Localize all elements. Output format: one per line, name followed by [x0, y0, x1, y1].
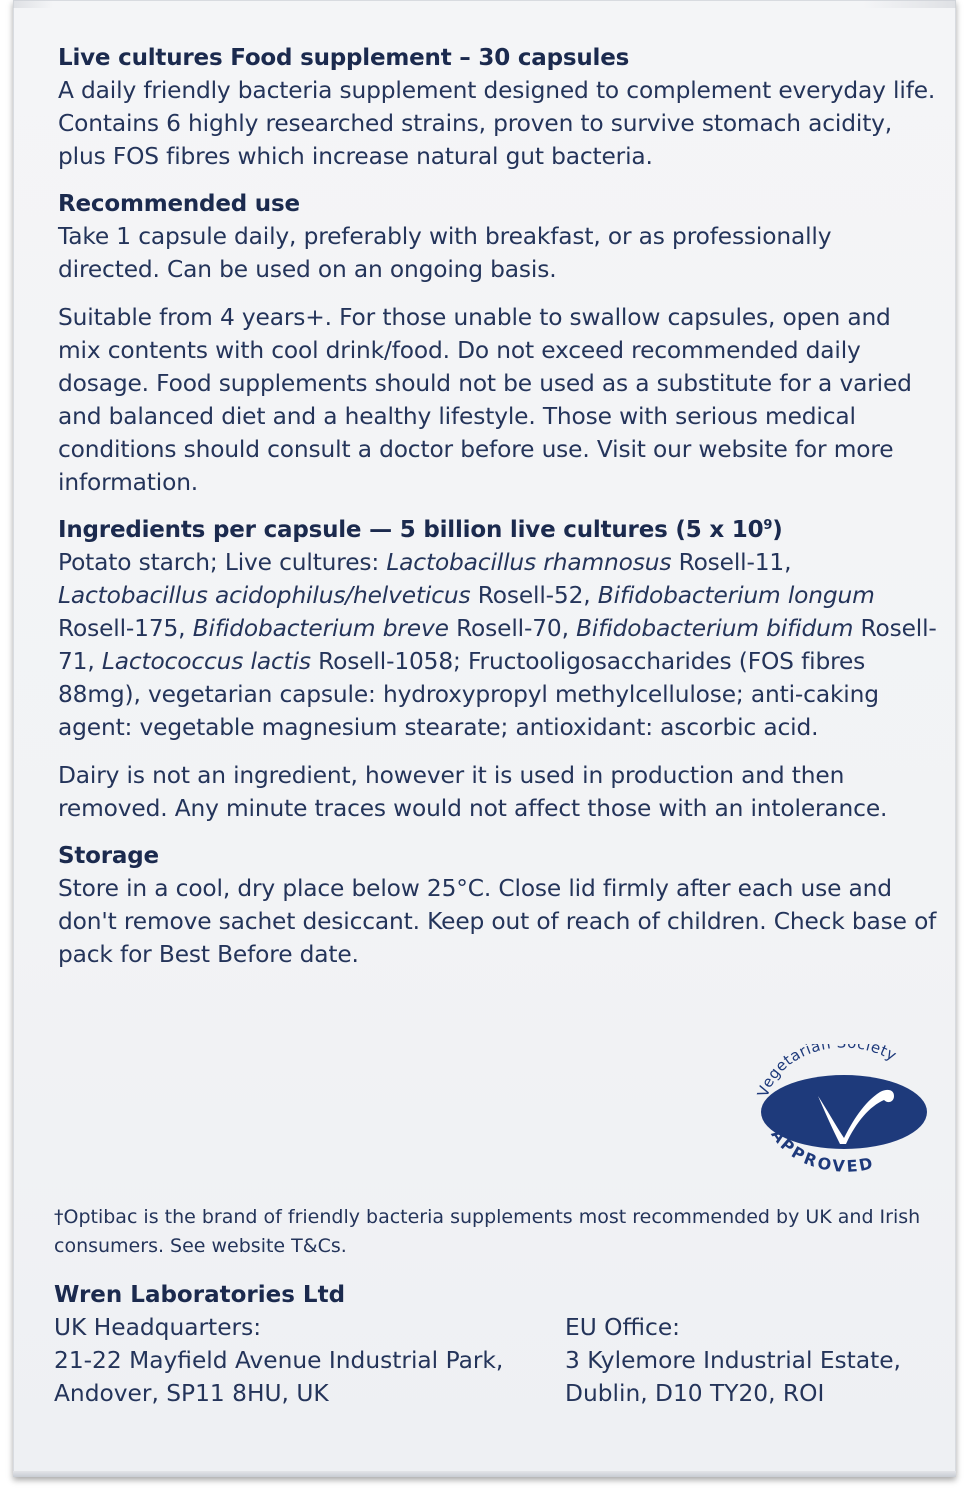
ingredients-text: Potato starch; Live cultures: [58, 549, 387, 576]
strain-name: Bifidobacterium breve [192, 615, 449, 642]
strain-name: Lactococcus lactis [101, 648, 311, 675]
company-info [54, 1279, 934, 1410]
package-back-panel [13, 0, 956, 1477]
strain-name: Lactobacillus rhamnosus [386, 549, 672, 576]
strain-code: Rosell-71, [58, 615, 937, 675]
ingredients-remainder: Rosell-1058; Fructooligosaccharides (FOS fibres 88mg), vegetarian capsule: hydroxypropyl methylcellulose; anti-caking agent: vegetable magnesium stearate; antioxidant: ascorbic acid. [58, 648, 879, 741]
recommended-use-text: Take 1 capsule daily, preferably with breakfast, or as professionally directed. Can be used on an ongoing basis. [58, 223, 832, 283]
recommended-use-heading: Recommended use [58, 191, 300, 217]
ingredients-heading-text: Ingredients per capsule — 5 billion live cultures (5 x 10 [58, 517, 764, 543]
strain-code: Rosell-175, [58, 615, 193, 642]
bottom-edge-shading [13, 1471, 956, 1477]
strain-name: Bifidobacterium bifidum [576, 615, 854, 642]
addresses [54, 1311, 934, 1410]
exponent: 9 [763, 518, 773, 533]
storage-heading: Storage [58, 843, 159, 869]
uk-line2: Andover, SP11 8HU, UK [54, 1380, 329, 1407]
recommended-use-section [58, 188, 938, 499]
uk-address [54, 1311, 565, 1410]
strain-name: Lactobacillus acidophilus/helveticus [58, 582, 471, 609]
logo-top-text: Vegetarian ciety [753, 1044, 900, 1100]
strain-code: Rosell-52, [470, 582, 598, 609]
storage-text: Store in a cool, dry place below 25°C. Close lid firmly after each use and don't remove sachet desiccant. Keep out of reach of children. Check base of pack for Best Before date. [58, 875, 937, 968]
strain-name: Bifidobacterium longum [597, 582, 875, 609]
product-description: A daily friendly bacteria supplement designed to complement everyday life. Contains 6 highly researched strains, proven to survive stomach acidity, plus FOS fibres which increase natural gut bacteria. [58, 77, 936, 170]
ingredients-heading [58, 514, 938, 546]
product-heading: Live cultures Food supplement – 30 capsules [58, 45, 630, 71]
intro-section [58, 42, 938, 173]
strain-code: Rosell-11, [671, 549, 792, 576]
ingredients-list [58, 546, 938, 744]
company-name: Wren Laboratories Ltd [54, 1282, 346, 1308]
ingredients-heading-close: ) [772, 517, 783, 543]
uk-label: UK Headquarters: [54, 1314, 262, 1341]
storage-section [58, 840, 938, 971]
vegetarian-society-logo [748, 1044, 938, 1174]
uk-line1: 21-22 Mayfield Avenue Industrial Park, [54, 1347, 504, 1374]
suitability-text: Suitable from 4 years+. For those unable to swallow capsules, open and mix contents with cool drink/food. Do not exceed recommended daily dosage. Food supplements should not be used as a substitute for a varied and balanced diet and a healthy lifestyle. Those with serious medical conditions should consult a doctor before use. Visit our website for more information. [58, 304, 912, 496]
strain-code: Rosell-70, [448, 615, 577, 642]
logo-bottom-text: APPROVED [767, 1125, 877, 1174]
eu-label: EU Office: [565, 1314, 681, 1341]
dairy-note: Dairy is not an ingredient, however it is used in production and then removed. Any minute traces would not affect those with an intolerance. [58, 762, 888, 822]
footnote: †Optibac is the brand of friendly bacteria supplements most recommended by UK and Irish consumers. See website T&Cs. [54, 1206, 921, 1257]
ingredients-section [58, 514, 938, 825]
eu-address [565, 1311, 901, 1410]
eu-line1: 3 Kylemore Industrial Estate, [565, 1347, 901, 1374]
vegetarian-society-icon [748, 1044, 938, 1174]
label-content [58, 42, 938, 986]
eu-line2: Dublin, D10 TY20, ROI [565, 1380, 825, 1407]
top-edge-shading [13, 0, 956, 8]
